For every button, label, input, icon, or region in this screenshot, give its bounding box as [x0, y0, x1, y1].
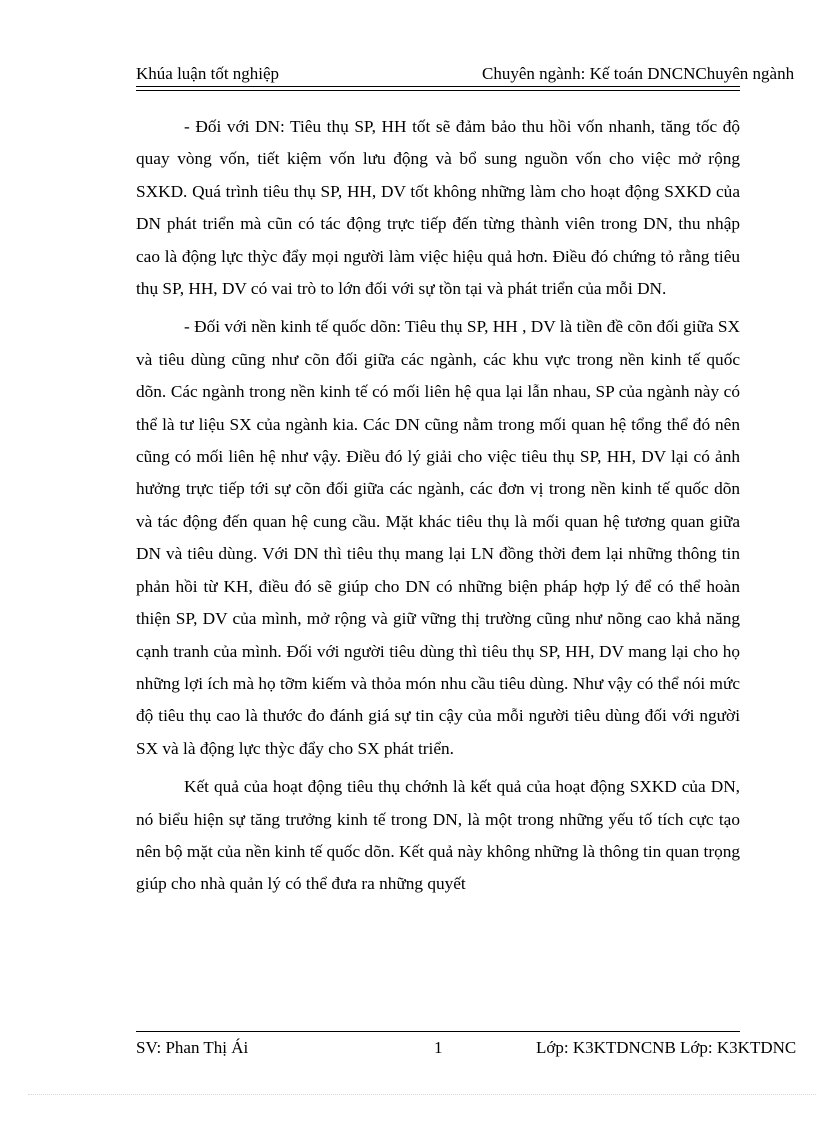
header-major: Chuyên ngành: Kế toán DNCNChuyên ngành: [482, 64, 795, 83]
header-rule-thin: [136, 90, 740, 91]
page-header: [136, 64, 816, 92]
header-rule: [136, 86, 740, 87]
header-thesis-title: Khúa luận tốt nghiệp: [136, 64, 280, 83]
footer-page-number: 1: [434, 1038, 443, 1057]
footer-class: Lớp: K3KTDNCNB Lớp: K3KTDNC: [536, 1038, 797, 1057]
paragraph-national-economy: - Đối với nền kinh tế quốc dõn: Tiêu thụ SP, HH , DV là tiền đề cõn đối giữa SX và tiêu dùng cũng như cõn đối giữa các ngành, các khu vực trong nền kinh tế quốc dõn. Các ngành trong nền kinh tế có mối liên hệ qua lại lẫn nhau, SP của ngành này có thể là tư liệu SX của ngành kia. Các DN cũng nằm trong mối quan hệ tổng thể đó nên cũng có mối liên hệ như vậy. Điều đó lý giải cho việc tiêu thụ SP, HH, DV lại có ảnh hưởng trực tiếp tới sự cõn đối giữa các ngành, các đơn vị trong nền kinh tế quốc dõn và tác động đến quan hệ cung cầu. Mặt khác tiêu thụ là mối quan hệ tương quan giữa DN và tiêu dùng. Với DN thì tiêu thụ mang lại LN đồng thời đem lại những thông tin phản hồi từ KH, điều đó sẽ giúp cho DN có những biện pháp hợp lý để có thể hoàn thiện SP, DV của mình, mở rộng và giữ vững thị trường cũng như nõng cao khả năng cạnh tranh của mình. Đối với người tiêu dùng thì tiêu thụ SP, HH, DV mang lại cho họ những lợi ích mà họ tỡm kiếm và thỏa món nhu cầu tiêu dùng. Như vậy có thể nói mức độ tiêu thụ cao là thước đo đánh giá sự tin cậy của mỗi người tiêu dùng đối với người SX và là động lực thỳc đẩy cho SX phát triển.: [136, 317, 740, 758]
page-break-line: [28, 1094, 816, 1095]
footer-rule: [136, 1031, 740, 1032]
page-footer: [136, 1038, 816, 1064]
paragraph-sales-result: Kết quả của hoạt động tiêu thụ chớnh là kết quả của hoạt động SXKD của DN, nó biểu hiện sự tăng trưởng kinh tế trong DN, là một trong những yếu tố tích cực tạo nên bộ mặt của nền kinh tế quốc dõn. Kết quả này không những là thông tin quan trọng giúp cho nhà quản lý có thể đưa ra những quyết: [136, 777, 741, 894]
document-body: [136, 111, 740, 907]
footer-student-name: SV: Phan Thị Ái: [136, 1038, 249, 1057]
paragraph-enterprise: - Đối với DN: Tiêu thụ SP, HH tốt sẽ đảm bảo thu hồi vốn nhanh, tăng tốc độ quay vòng vốn, tiết kiệm vốn lưu động và bổ sung nguồn vốn cho việc mở rộng SXKD. Quá trình tiêu thụ SP, HH, DV tốt không những làm cho hoạt động SXKD của DN phát triển mà cũn có tác động trực tiếp đến từng thành viên trong DN, thu nhập cao là động lực thỳc đẩy mọi người làm việc hiệu quả hơn. Điều đó chứng tỏ rằng tiêu thụ SP, HH, DV có vai trò to lớn đối với sự tồn tại và phát triển của mỗi DN.: [136, 117, 740, 299]
